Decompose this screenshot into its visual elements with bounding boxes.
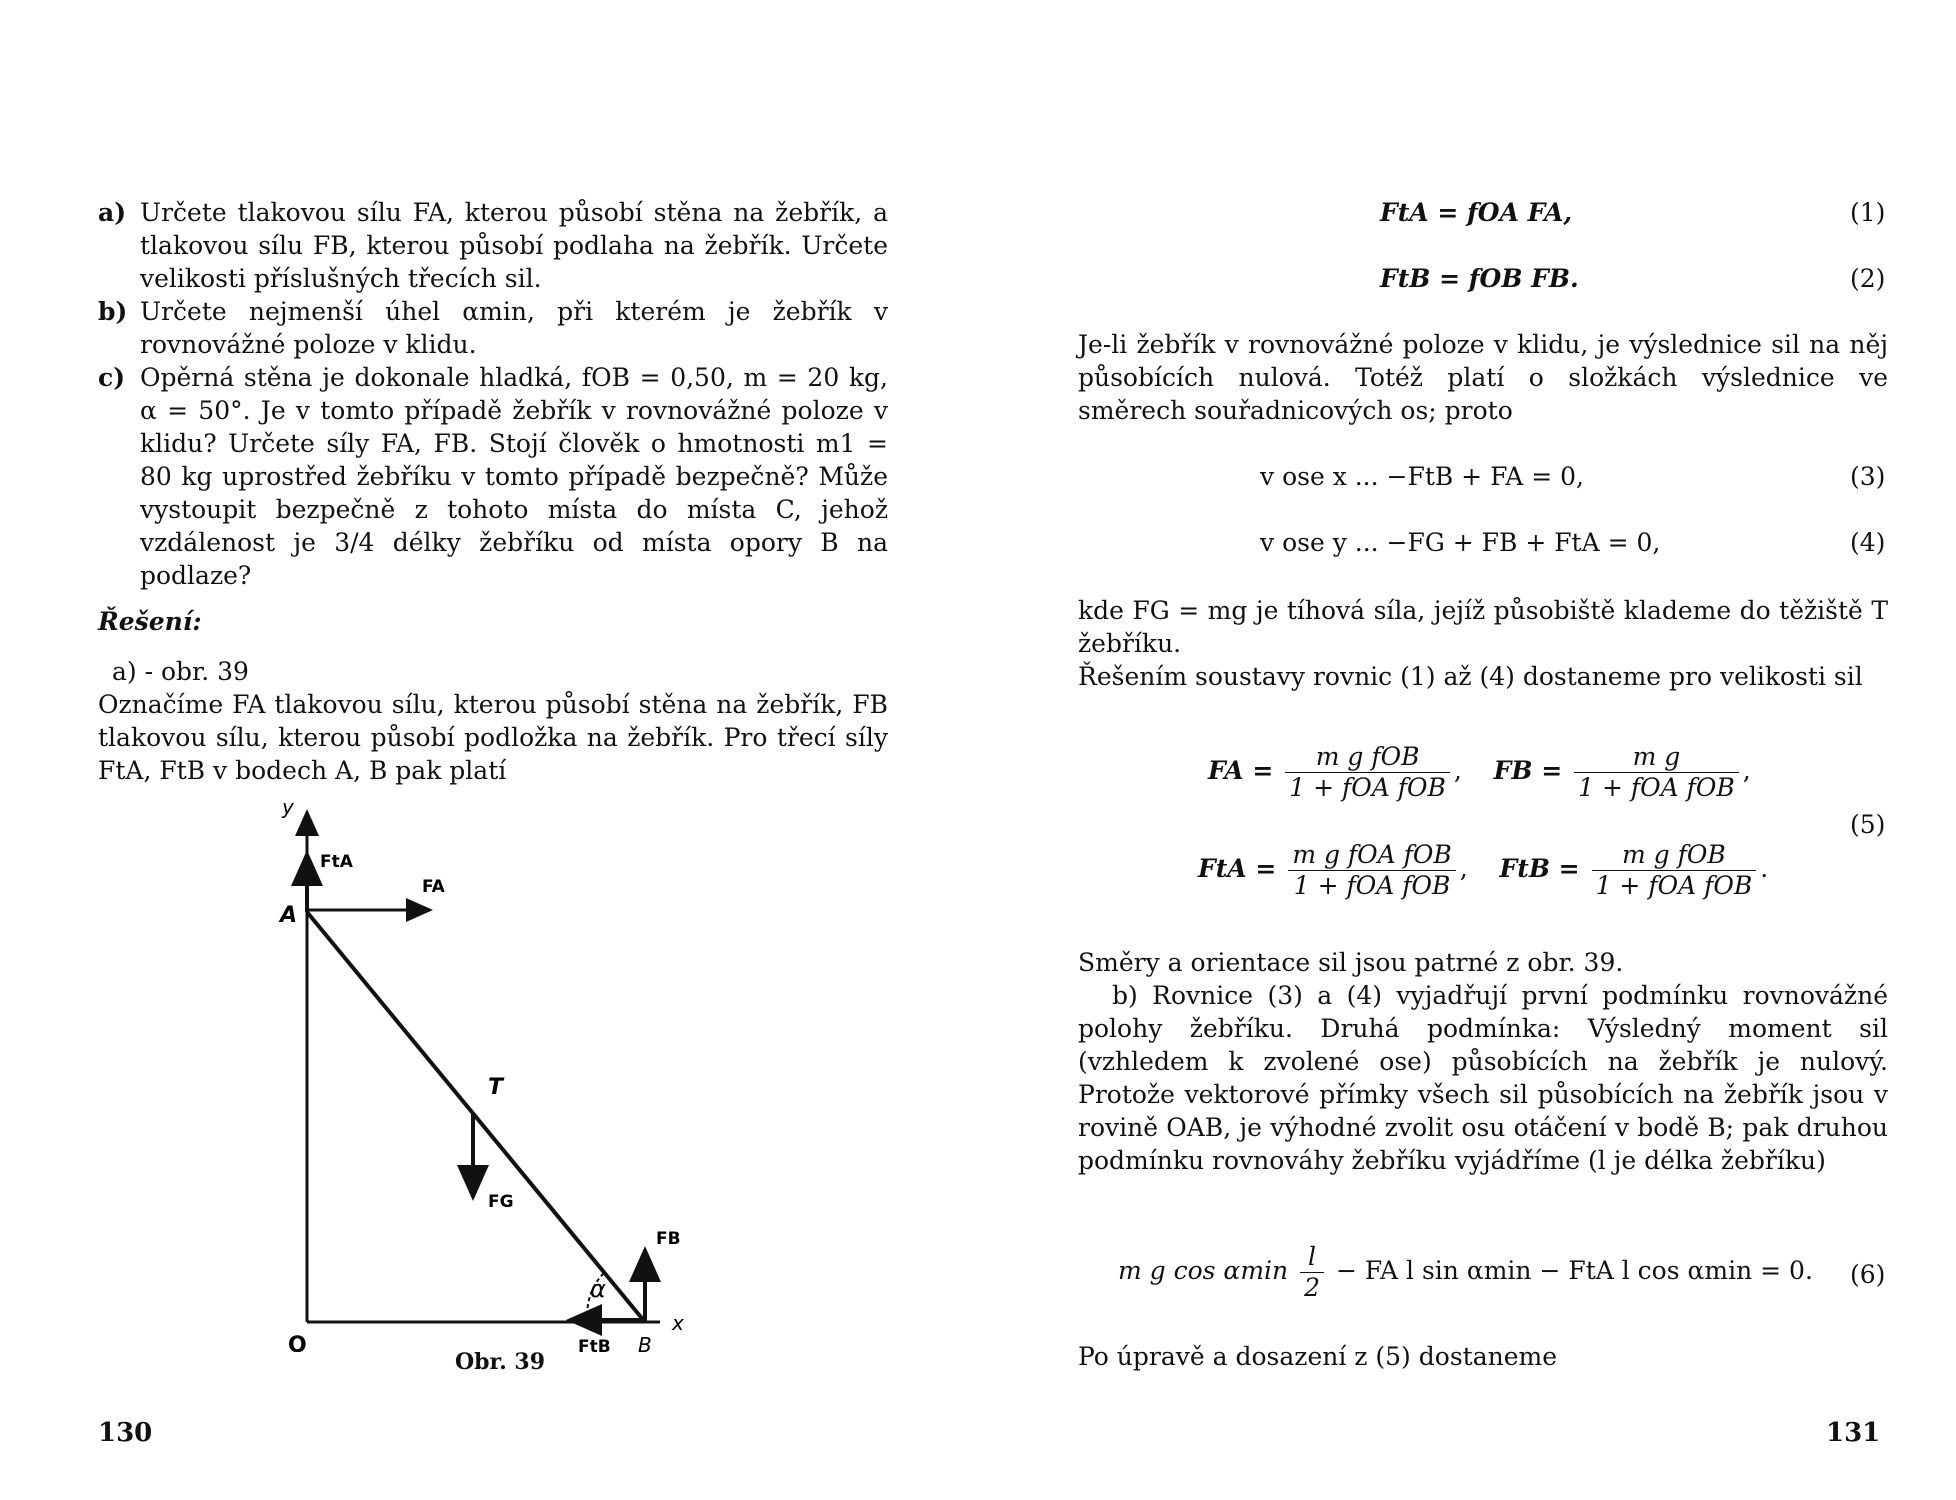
eq5-FA-denominator: 1 + fOA fOB xyxy=(1289,773,1446,802)
eq5-FB-end: , xyxy=(1742,756,1751,785)
item-a-label: a) xyxy=(98,198,127,227)
figure-caption: Obr. 39 xyxy=(455,1349,546,1375)
label-FG: FG xyxy=(488,1192,514,1212)
equation-4: v ose y ... −FG + FB + FtA = 0, xyxy=(1260,528,1661,557)
equation-3: v ose x ... −FtB + FA = 0, xyxy=(1260,462,1584,491)
eq5-FB-denominator: 1 + fOA fOB xyxy=(1578,773,1735,802)
equation-3-number: (3) xyxy=(1850,462,1886,491)
item-b-text: Určete nejmenší úhel αmin, při kterém je žebřík v rovnovážné poloze v klidu. xyxy=(140,297,888,359)
eq5-FA-end: , xyxy=(1453,756,1462,785)
problem-item-b xyxy=(98,295,888,361)
item-a-text: Určete tlakovou sílu FA, kterou působí stěna na žebřík, a tlakovou sílu FB, kterou působí podlaha na žebřík. Určete velikosti příslušných třecích sil. xyxy=(140,198,888,293)
eq5-FtB-denominator: 1 + fOA fOB xyxy=(1595,871,1753,900)
eq5-FtB-fraction xyxy=(1592,840,1757,901)
solution-paragraph: Označíme FA tlakovou sílu, kterou působí stěna na žebřík, FB tlakovou sílu, kterou působí podložka na žebřík. Pro třecí síly FtA, FtB v bodech A, B pak platí xyxy=(98,690,888,785)
eq6-left: m g cos αmin xyxy=(1118,1256,1289,1285)
label-O: O xyxy=(288,1333,307,1352)
eq5-FA-lhs: FA = xyxy=(1208,756,1274,785)
equation-6 xyxy=(1118,1242,1813,1303)
eq5-FtA-lhs: FtA = xyxy=(1198,854,1277,883)
eq5-FA-numerator: m g fOB xyxy=(1285,742,1450,773)
equation-6-number: (6) xyxy=(1850,1260,1886,1289)
eq5-FB-lhs: FB = xyxy=(1493,756,1563,785)
eq6-right: − FA l sin αmin − FtA l cos αmin = 0. xyxy=(1335,1256,1813,1285)
equation-1: FtA = fOA FA, xyxy=(1380,198,1573,227)
ladder-line xyxy=(307,912,645,1322)
paragraph-moment-condition: b) Rovnice (3) a (4) vyjadřují první podmínku rovnovážné polohy žebříku. Druhá podmínka: Výsledný moment sil (vzhledem k zvolené ose) působících na žebřík je nulový. Protože vektorové přímky všech sil působících na žebřík jsou v rovině OAB, je výhodné zvolit osu otáčení v bodě B; pak druhou podmínku rovnováhy žebříku vyjádříme (l je délka žebříku) xyxy=(1078,981,1888,1175)
eq6-fraction xyxy=(1300,1242,1324,1303)
eq5-FtA-denominator: 1 + fOA fOB xyxy=(1293,871,1451,900)
page-number-right: 131 xyxy=(1826,1418,1881,1448)
label-T: T xyxy=(488,1075,504,1100)
equation-5-row-1 xyxy=(1208,742,1751,803)
equation-4-number: (4) xyxy=(1850,528,1886,557)
figure-39-ladder-diagram xyxy=(270,792,710,1352)
eq5-FtA-numerator: m g fOA fOB xyxy=(1288,840,1455,871)
eq6-numerator: l xyxy=(1300,1242,1324,1273)
paragraph-substitution: Po úpravě a dosazení z (5) dostaneme xyxy=(1078,1342,1557,1371)
eq5-FB-numerator: m g xyxy=(1574,742,1739,773)
item-c-text: Opěrná stěna je dokonale hladká, fOB = 0,50, m = 20 kg, α = 50°. Je v tomto případě žebřík v rovnovážné poloze v klidu? Určete síly FA, FB. Stojí člověk o hmotnosti m1 = 80 kg uprostřed žebříku v tomto případě bezpečně? Může vystoupit bezpečně z tohoto místa do místa C, jehož vzdálenost je 3/4 délky žebříku od místa opory B na podlaze? xyxy=(140,363,888,590)
equation-5-number: (5) xyxy=(1850,810,1886,839)
label-B: B xyxy=(638,1333,652,1352)
label-FB: FB xyxy=(656,1229,681,1249)
problem-item-a xyxy=(98,196,888,295)
equation-5-row-2 xyxy=(1198,840,1768,901)
page-number-left: 130 xyxy=(98,1418,153,1448)
equation-2-number: (2) xyxy=(1850,264,1886,293)
item-b-label: b) xyxy=(98,297,128,326)
eq5-FtA-fraction xyxy=(1288,840,1455,901)
label-y: y xyxy=(282,795,294,819)
eq6-denominator: 2 xyxy=(1304,1273,1320,1302)
equation-2: FtB = fOB FB. xyxy=(1380,264,1579,293)
solution-sub-a: a) - obr. 39 xyxy=(112,657,249,686)
solution-heading: Řešení: xyxy=(98,607,202,636)
item-c-label: c) xyxy=(98,363,126,392)
paragraph-equilibrium: Je-li žebřík v rovnovážné poloze v klidu, je výslednice sil na něj působících nulová. Totéž platí o složkách výslednice ve směrech souřadnicových os; proto xyxy=(1078,330,1888,425)
equation-1-number: (1) xyxy=(1850,198,1886,227)
paragraph-solution: Řešením soustavy rovnic (1) až (4) dostaneme pro velikosti sil xyxy=(1078,662,1863,691)
problem-item-c xyxy=(98,361,888,592)
paragraph-weight: kde FG = mg je tíhová síla, jejíž působiště klademe do těžiště T žebříku. xyxy=(1078,596,1888,658)
eq5-FB-fraction xyxy=(1574,742,1739,803)
label-A: A xyxy=(280,903,298,928)
label-x: x xyxy=(672,1311,684,1335)
label-alpha: α xyxy=(590,1275,606,1303)
eq5-FA-fraction xyxy=(1285,742,1450,803)
right-page xyxy=(978,0,1956,1500)
label-FtA: FtA xyxy=(320,852,353,872)
eq5-FtA-end: , xyxy=(1459,854,1468,883)
label-FtB: FtB xyxy=(578,1337,611,1352)
eq5-FtB-end: . xyxy=(1760,854,1769,883)
label-FA: FA xyxy=(422,877,445,897)
paragraph-directions: Směry a orientace sil jsou patrné z obr. 39. xyxy=(1078,948,1624,977)
eq5-FtB-numerator: m g fOB xyxy=(1592,840,1757,871)
eq5-FtB-lhs: FtB = xyxy=(1499,854,1580,883)
